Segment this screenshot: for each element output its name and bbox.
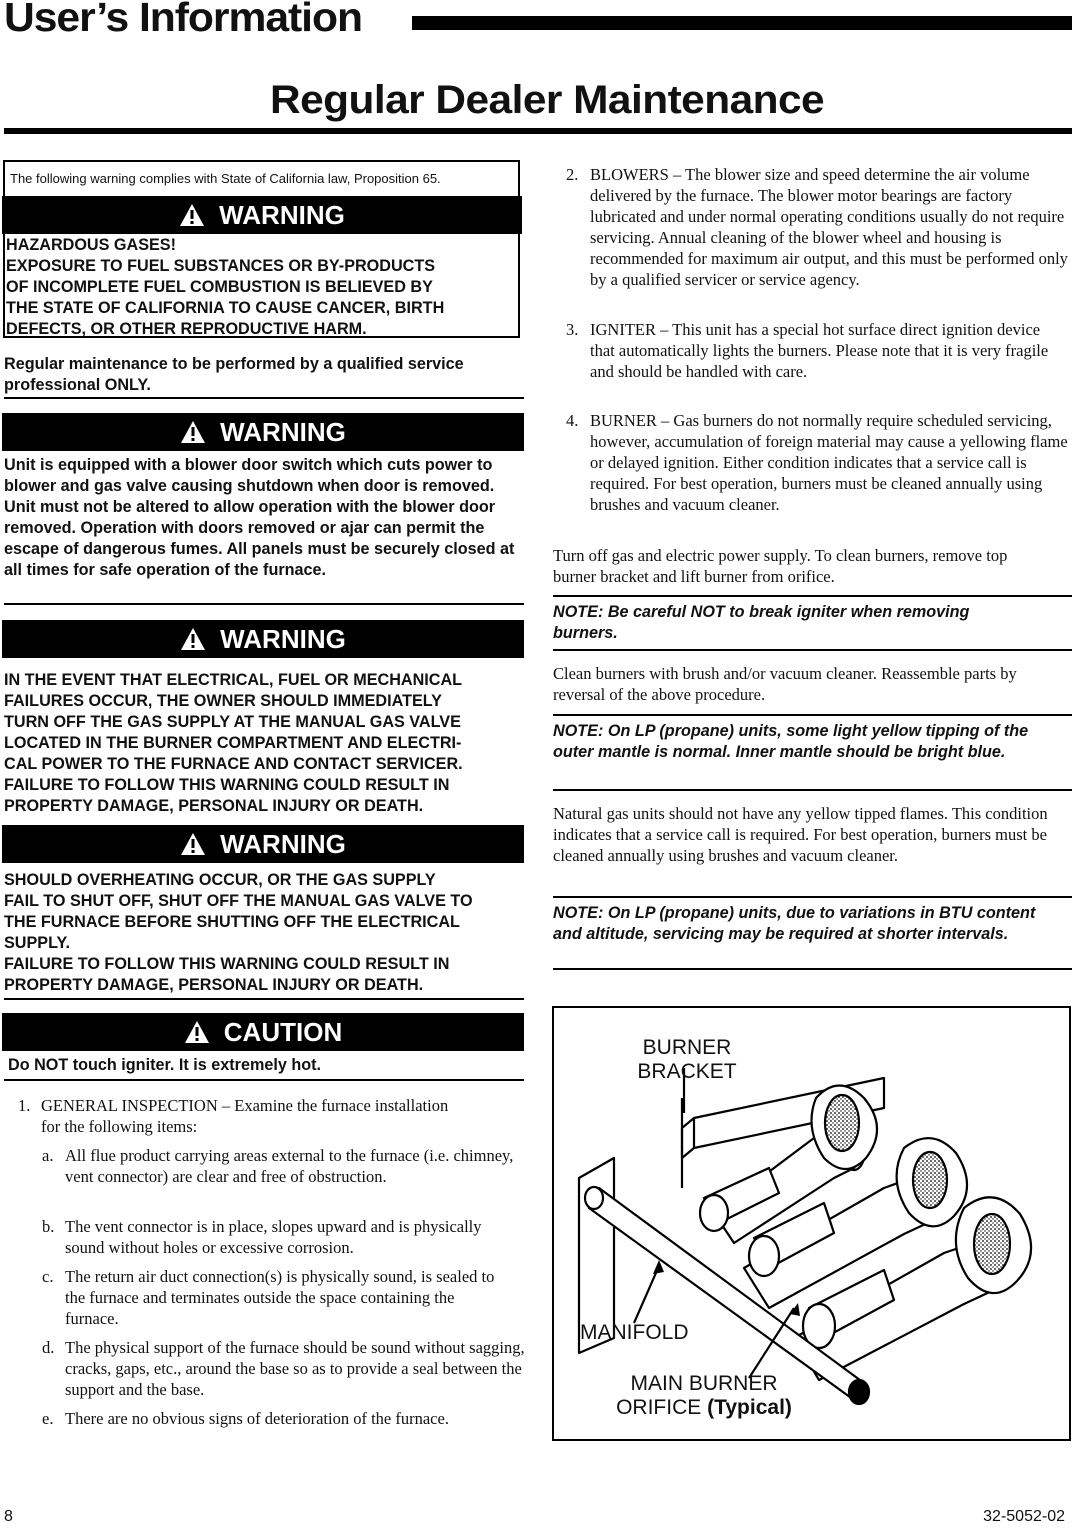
- warning-4-line: FAILURE TO FOLLOW THIS WARNING COULD RESULT IN: [4, 955, 450, 973]
- prop65-note: The following warning complies with State of California law, Proposition 65.: [10, 171, 441, 186]
- warning-banner-4: [2, 825, 524, 863]
- warning-3-line: FAILURE TO FOLLOW THIS WARNING COULD RESULT IN: [4, 776, 450, 794]
- figure-label-bracket: [612, 1036, 762, 1084]
- figure-label-orifice: [604, 1372, 804, 1420]
- divider: [4, 603, 524, 605]
- sub-item-d: [42, 1337, 524, 1401]
- label-part: (Typical): [707, 1396, 792, 1419]
- sub-letter: c.: [42, 1267, 54, 1286]
- label-line: BURNER: [642, 1036, 732, 1059]
- divider: [4, 397, 524, 399]
- warning-label: WARNING: [220, 416, 346, 447]
- sub-letter: e.: [42, 1409, 54, 1428]
- regular-maintenance-note: Regular maintenance to be performed by a qualified service professional ONLY.: [4, 355, 464, 394]
- divider: [553, 968, 1072, 970]
- note-lp-tipping: NOTE: On LP (propane) units, some light yellow tipping of the outer mantle is normal. Inner mantle should be bright blue.: [553, 722, 1029, 761]
- warning-4-text: [4, 870, 524, 996]
- divider: [4, 1079, 524, 1081]
- warning-banner-2: [2, 413, 524, 451]
- list-item-4: [566, 410, 1071, 538]
- sub-item-a: [42, 1145, 524, 1209]
- warning-1-line: HAZARDOUS GASES!: [6, 236, 176, 254]
- divider: [553, 714, 1072, 716]
- warning-3-line: TURN OFF THE GAS SUPPLY AT THE MANUAL GAS VALVE: [4, 713, 461, 731]
- paragraph-turn-off: Turn off gas and electric power supply. To clean burners, remove top burner bracket and lift burner from orifice.: [553, 546, 1008, 586]
- warning-label: WARNING: [220, 623, 346, 654]
- warning-4-line: SUPPLY.: [4, 934, 70, 952]
- sub-item-b: [42, 1216, 524, 1260]
- page-header-title: User’s Information: [4, 0, 363, 40]
- section-title: Regular Dealer Maintenance: [270, 78, 825, 122]
- warning-4-line: THE FURNACE BEFORE SHUTTING OFF THE ELECTRICAL: [4, 913, 460, 931]
- sub-letter: d.: [42, 1338, 55, 1357]
- header-rule: [412, 16, 1072, 30]
- divider: [553, 789, 1072, 791]
- warning-3-line: FAILURES OCCUR, THE OWNER SHOULD IMMEDIATELY: [4, 692, 442, 710]
- warning-3-line: PROPERTY DAMAGE, PERSONAL INJURY OR DEATH.: [4, 797, 424, 815]
- warning-4-line: PROPERTY DAMAGE, PERSONAL INJURY OR DEATH.: [4, 976, 424, 994]
- warning-3-text: [4, 670, 524, 817]
- sub-text: There are no obvious signs of deterioration of the furnace.: [65, 1409, 449, 1428]
- warning-3-line: CAL POWER TO THE FURNACE AND CONTACT SERVICER.: [4, 755, 463, 773]
- sub-letter: b.: [42, 1217, 55, 1236]
- sub-text: All flue product carrying areas external to the furnace (i.e. chimney, vent connector) are clear and free of obstruction.: [65, 1146, 514, 1186]
- list-text: GENERAL INSPECTION – Examine the furnace installation for the following items:: [41, 1096, 449, 1136]
- list-number: 1.: [18, 1096, 31, 1115]
- warning-icon: [180, 420, 206, 444]
- warning-1-line: DEFECTS, OR OTHER REPRODUCTIVE HARM.: [6, 320, 367, 338]
- warning-icon: [179, 203, 205, 227]
- warning-label: WARNING: [219, 199, 345, 230]
- warning-icon: [180, 627, 206, 651]
- warning-1-text: [6, 235, 518, 340]
- label-part: ORIFICE: [616, 1396, 702, 1419]
- warning-4-line: FAIL TO SHUT OFF, SHUT OFF THE MANUAL GAS VALVE TO: [4, 892, 473, 910]
- caution-label: CAUTION: [223, 1016, 343, 1047]
- burner-figure: [552, 1006, 1071, 1441]
- divider: [553, 595, 1072, 597]
- section-rule: [4, 128, 1072, 134]
- note-igniter: NOTE: Be careful NOT to break igniter when removing burners.: [553, 603, 970, 642]
- caution-text: Do NOT touch igniter. It is extremely hot.: [8, 1056, 321, 1074]
- sub-letter: a.: [42, 1146, 54, 1165]
- list-number: 4.: [566, 411, 579, 430]
- warning-icon: [184, 1020, 210, 1044]
- sub-item-c: [42, 1266, 524, 1330]
- divider: [553, 896, 1072, 898]
- figure-label-manifold: MANIFOLD: [580, 1321, 689, 1344]
- warning-3-line: IN THE EVENT THAT ELECTRICAL, FUEL OR MECHANICAL: [4, 671, 463, 689]
- divider: [4, 998, 524, 1000]
- warning-3-line: LOCATED IN THE BURNER COMPARTMENT AND ELECTRI-: [4, 734, 462, 752]
- label-line: MAIN BURNER: [630, 1372, 778, 1395]
- list-item-3: [566, 319, 1071, 403]
- list-text: BLOWERS – The blower size and speed determine the air volume delivered by the furnace. The blower motor bearings are factory lubricated and under normal operating conditions usually do not require servicing. Annual cleaning of the blower wheel and housing is recommended for maximum air output, and this must be performed only by a qualified servicer or service agency.: [590, 165, 1068, 289]
- warning-1-line: OF INCOMPLETE FUEL COMBUSTION IS BELIEVED BY: [6, 278, 433, 296]
- list-number: 3.: [566, 320, 579, 339]
- note-lp-btu: NOTE: On LP (propane) units, due to variations in BTU content and altitude, servicing may be required at shorter intervals.: [553, 904, 1036, 943]
- warning-2-text: Unit is equipped with a blower door switch which cuts power to blower and gas valve causing shutdown when door is removed. Unit must not be altered to allow operation with the blower door removed. Operation with doors removed or ajar can permit the escape of dangerous fumes. All panels must be securely closed at all times for safe operation of the furnace.: [4, 456, 515, 579]
- warning-banner-1: [2, 196, 522, 234]
- sub-text: The physical support of the furnace should be sound without sagging, cracks, gaps, etc., around the base so as to provide a seal between the support and the base.: [65, 1338, 525, 1399]
- warning-4-line: SHOULD OVERHEATING OCCUR, OR THE GAS SUPPLY: [4, 871, 436, 889]
- sub-text: The return air duct connection(s) is physically sound, is sealed to the furnace and terminates outside the space containing the furnace.: [65, 1267, 495, 1328]
- warning-icon: [180, 832, 206, 856]
- sub-text: The vent connector is in place, slopes upward and is physically sound without holes or excessive corrosion.: [65, 1217, 482, 1257]
- list-text: BURNER – Gas burners do not normally require scheduled servicing, however, accumulation of foreign material may cause a yellowing flame or delayed ignition. Either condition indicates that a service call is required. For best operation, burners must be cleaned annually using brushes and vacuum cleaner.: [590, 411, 1068, 514]
- page-number: 8: [4, 1508, 13, 1525]
- caution-banner: [2, 1013, 524, 1051]
- warning-label: WARNING: [220, 828, 346, 859]
- paragraph-clean-burners: Clean burners with brush and/or vacuum cleaner. Reassemble parts by reversal of the above procedure.: [553, 664, 1017, 704]
- divider: [553, 649, 1072, 651]
- list-item-1: [18, 1095, 478, 1139]
- list-text: IGNITER – This unit has a special hot surface direct ignition device that automatically lights the burners. Please note that it is very fragile and should be handled with care.: [590, 320, 1049, 381]
- list-number: 2.: [566, 165, 579, 184]
- document-number: 32-5052-02: [983, 1508, 1065, 1525]
- paragraph-natural-gas: Natural gas units should not have any yellow tipped flames. This condition indicates that a service call is required. For best operation, burners must be cleaned annually using brushes and vacuum cleaner.: [553, 804, 1048, 865]
- warning-banner-3: [2, 620, 524, 658]
- warning-1-line: EXPOSURE TO FUEL SUBSTANCES OR BY-PRODUCTS: [6, 257, 436, 275]
- sub-item-e: [42, 1408, 524, 1452]
- label-line: [604, 1396, 804, 1420]
- warning-1-line: THE STATE OF CALIFORNIA TO CAUSE CANCER, BIRTH: [6, 299, 445, 317]
- list-item-2: [566, 164, 1071, 312]
- label-line: BRACKET: [637, 1060, 737, 1083]
